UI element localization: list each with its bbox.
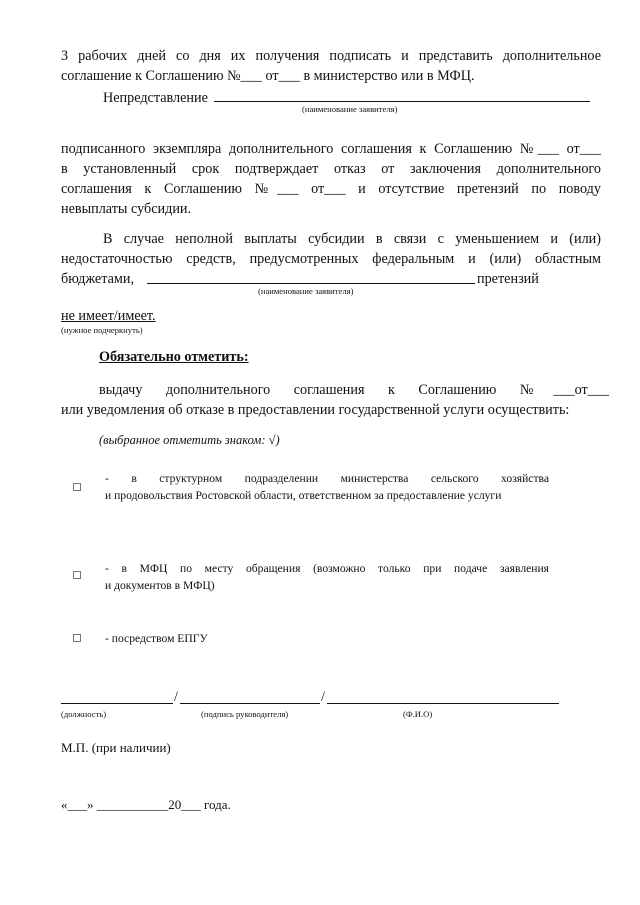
paragraph-1-line-1: 3 рабочих дней со дня их получения подписать и представить дополнительное xyxy=(61,48,601,64)
full-name-field[interactable] xyxy=(327,703,559,704)
option-3-checkbox[interactable] xyxy=(73,634,81,642)
full-name-caption: (Ф.И.О) xyxy=(403,709,433,719)
applicant-name-field-1[interactable] xyxy=(214,101,590,102)
option-2-line-1: - в МФЦ по месту обращения (возможно только при подаче заявления xyxy=(105,562,549,575)
signature-slash-1: / xyxy=(174,689,178,705)
paragraph-2-line-2: в установленный срок подтверждает отказ от заключения дополнительного xyxy=(61,161,601,177)
signature-caption: (подпись руководителя) xyxy=(201,709,289,719)
claims-caption: (нужное подчеркнуть) xyxy=(61,325,143,335)
mandatory-line-2: или уведомления об отказе в предоставлении государственной услуги осуществить: xyxy=(61,402,570,418)
option-2-line-2: и документов в МФЦ) xyxy=(105,579,215,592)
signature-slash-2: / xyxy=(321,689,325,705)
paragraph-3-line-3-suffix: претензий xyxy=(477,271,539,287)
option-1-line-2: и продовольствия Ростовской области, ответственном за предоставление услуги xyxy=(105,489,502,502)
paragraph-1-line-2: соглашение к Соглашению №___ от___ в министерство или в МФЦ. xyxy=(61,68,475,84)
option-3-line-1: - посредством ЕПГУ xyxy=(105,632,208,645)
applicant-name-caption-2: (наименование заявителя) xyxy=(258,286,354,296)
claims-choice[interactable]: не имеет/имеет. xyxy=(61,308,156,324)
position-caption: (должность) xyxy=(61,709,107,719)
option-1-line-1: - в структурном подразделении министерства сельского хозяйства xyxy=(105,472,549,485)
option-1-checkbox[interactable] xyxy=(73,483,81,491)
paragraph-3-line-3-prefix: бюджетами, xyxy=(61,271,135,287)
mandatory-hint: (выбранное отметить знаком: √) xyxy=(99,433,280,447)
paragraph-3-line-2: недостаточностью средств, предусмотренных федеральным и (или) областным xyxy=(61,251,601,267)
signature-field[interactable] xyxy=(180,703,320,704)
mandatory-line-1: выдачу дополнительного соглашения к Соглашению №___от___ xyxy=(99,382,609,398)
mandatory-title: Обязательно отметить: xyxy=(99,349,249,365)
paragraph-2-line-3: соглашения к Соглашению №___ от___ и отсутствие претензий по поводу xyxy=(61,181,601,197)
paragraph-2-line-4: невыплаты субсидии. xyxy=(61,201,192,217)
applicant-name-caption-1: (наименование заявителя) xyxy=(302,104,398,114)
paragraph-2-line-1: подписанного экземпляра дополнительного соглашения к Соглашению №___ от___ xyxy=(61,141,601,157)
applicant-name-field-2[interactable] xyxy=(147,283,475,284)
date-line[interactable]: «___» ___________20___ года. xyxy=(61,797,231,812)
paragraph-3-line-1: В случае неполной выплаты субсидии в связи с уменьшением и (или) xyxy=(103,231,601,247)
option-2-checkbox[interactable] xyxy=(73,571,81,579)
position-field[interactable] xyxy=(61,703,173,704)
nonsubmission-label: Непредставление xyxy=(103,90,208,106)
stamp-label: М.П. (при наличии) xyxy=(61,740,171,755)
